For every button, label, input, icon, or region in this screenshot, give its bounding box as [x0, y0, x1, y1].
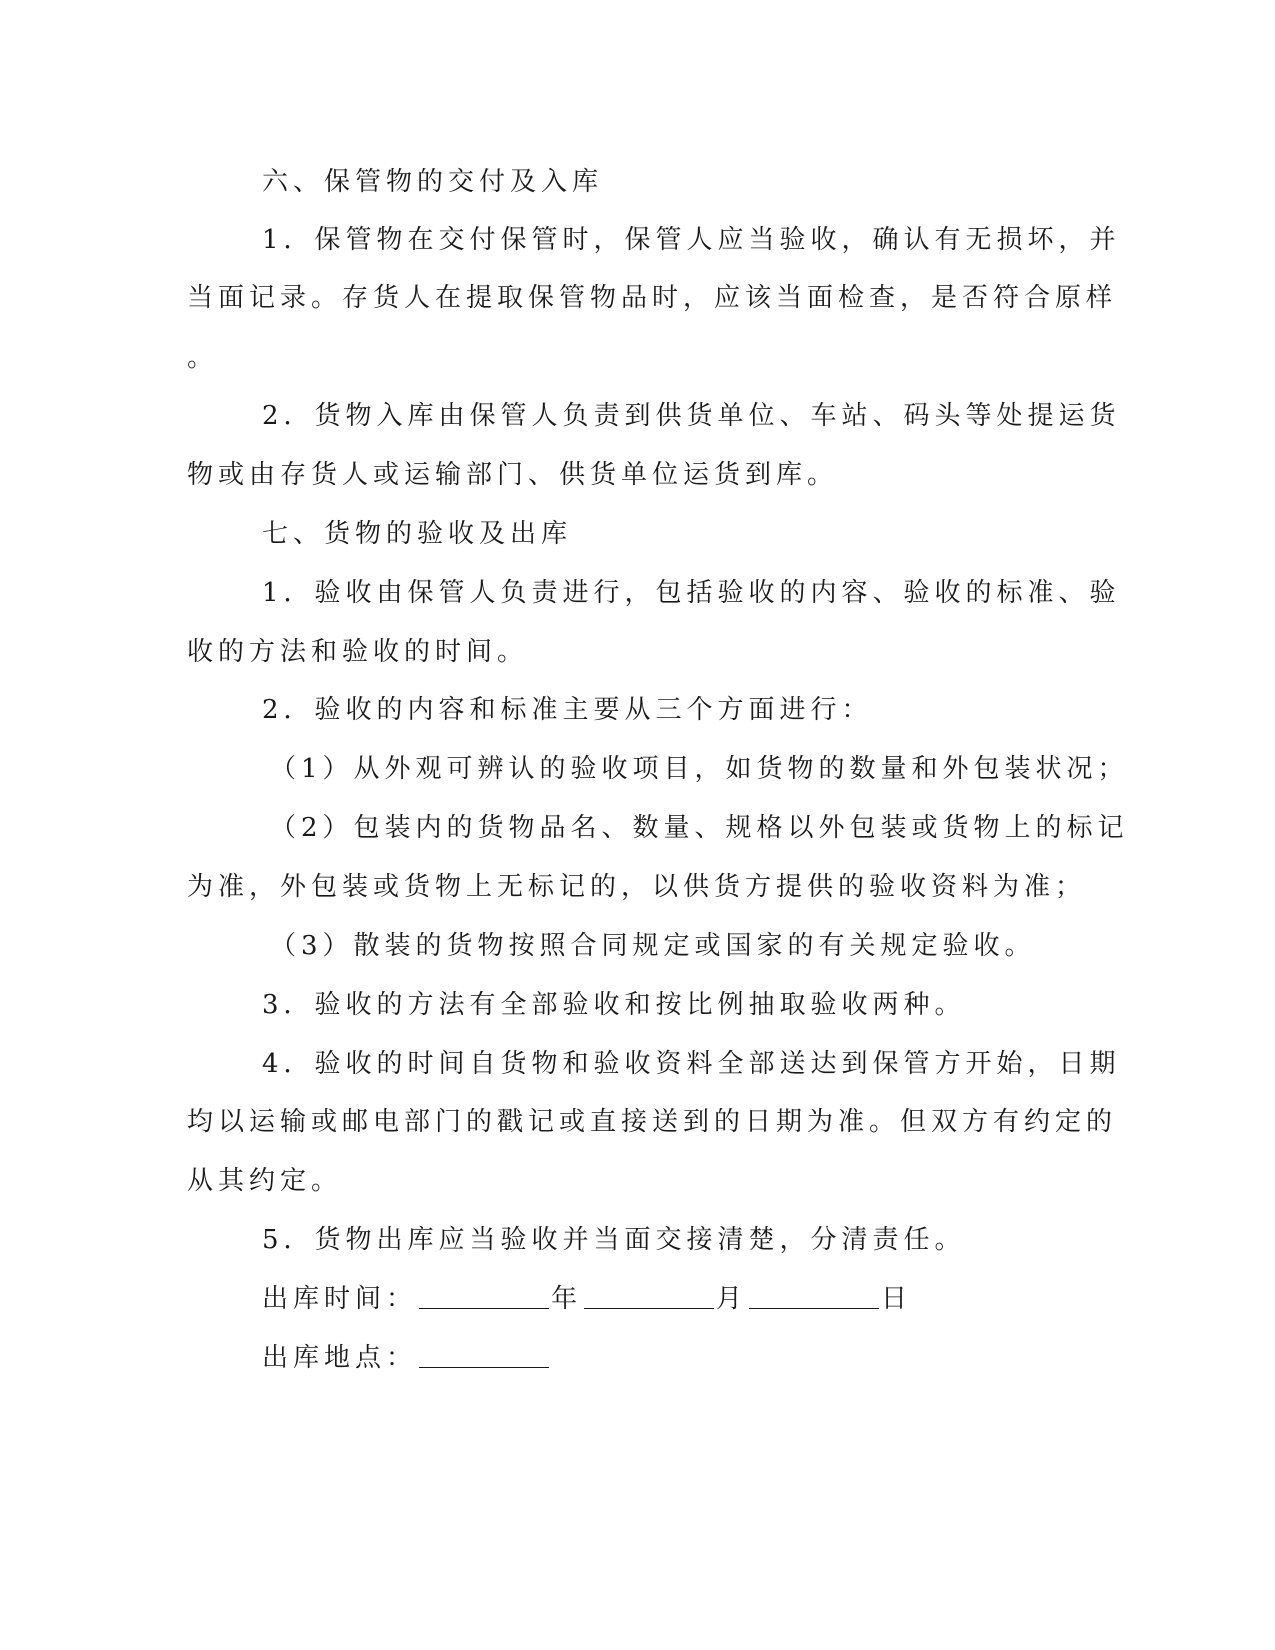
sec7-item4-line1: 4．验收的时间自货物和验收资料全部送达到保管方开始，日期 — [262, 1049, 1121, 1079]
sec7-item4-line2: 均以运输或邮电部门的戳记或直接送到的日期为准。但双方有约定的 — [187, 1107, 1118, 1137]
year-blank[interactable] — [419, 1282, 549, 1309]
place-blank[interactable] — [419, 1341, 549, 1368]
sec7-item3: 3．验收的方法有全部验收和按比例抽取验收两种。 — [262, 990, 966, 1020]
day-blank[interactable] — [749, 1282, 879, 1309]
sec6-item1-line1: 1．保管物在交付保管时，保管人应当验收，确认有无损坏，并 — [262, 225, 1121, 255]
sec7-item2: 2．验收的内容和标准主要从三个方面进行： — [262, 695, 873, 725]
sec7-item1-line1: 1．验收由保管人负责进行，包括验收的内容、验收的标准、验 — [262, 578, 1121, 608]
day-label: 日 — [881, 1284, 913, 1314]
sec7-item2-sub1: （1）从外观可辨认的验收项目，如货物的数量和外包装状况； — [270, 754, 1129, 784]
sec7-item4-line3: 从其约定。 — [187, 1166, 343, 1196]
month-blank[interactable] — [584, 1282, 714, 1309]
section-6-title: 六、保管物的交付及入库 — [262, 167, 604, 197]
out-place-row — [262, 1340, 551, 1376]
sec7-item1-line2: 收的方法和验收的时间。 — [187, 637, 529, 667]
sec7-item2-sub2-line1: （2）包装内的货物品名、数量、规格以外包装或货物上的标记 — [270, 813, 1129, 843]
sec7-item2-sub2-line2: 为准，外包装或货物上无标记的，以供货方提供的验收资料为准； — [187, 872, 1087, 902]
section-7-title: 七、货物的验收及出库 — [262, 519, 573, 549]
out-time-label: 出库时间： — [262, 1284, 418, 1314]
sec6-item2-line1: 2．货物入库由保管人负责到供货单位、车站、码头等处提运货 — [262, 401, 1121, 431]
sec6-item2-line2: 物或由存货人或运输部门、供货单位运货到库。 — [187, 460, 839, 490]
out-time-row — [262, 1281, 912, 1317]
sec6-item1-line3: 。 — [187, 343, 219, 373]
sec7-item2-sub3: （3）散装的货物按照合同规定或国家的有关规定验收。 — [270, 931, 1036, 961]
sec7-item5: 5．货物出库应当验收并当面交接清楚，分清责任。 — [262, 1225, 966, 1255]
out-place-label: 出库地点： — [262, 1343, 418, 1373]
sec6-item1-line2: 当面记录。存货人在提取保管物品时，应该当面检查，是否符合原样 — [187, 283, 1118, 313]
month-label: 月 — [716, 1284, 748, 1314]
year-label: 年 — [551, 1284, 583, 1314]
